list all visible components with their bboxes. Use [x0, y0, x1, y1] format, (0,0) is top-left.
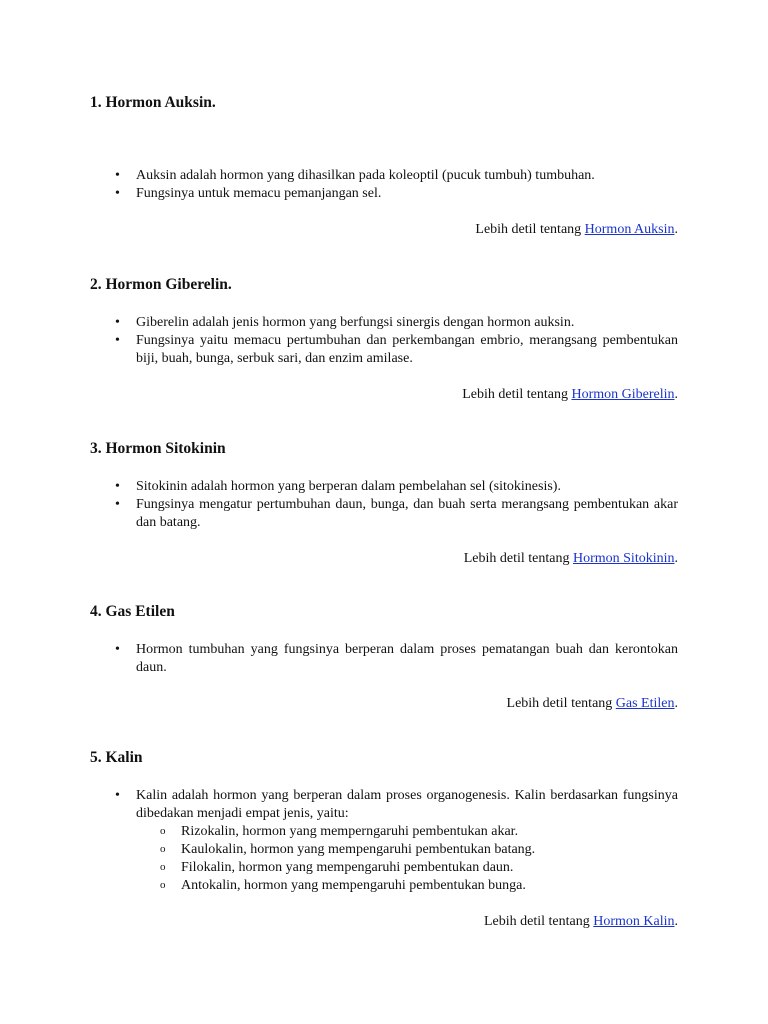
list-item: • Fungsinya yaitu memacu pertumbuhan dan perkembangan embrio, merangsang pembentukan biji, buah, bunga, serbuk sari, dan enzim amilase.	[90, 332, 678, 368]
more-info-prefix: Lebih detil tentang	[463, 551, 570, 566]
more-info-suffix: .	[674, 551, 678, 566]
sub-list-item: o Rizokalin, hormon yang memperngaruhi pembentukan akar.	[136, 823, 678, 841]
more-info-suffix: .	[674, 387, 678, 402]
list-item: • Fungsinya untuk memacu pemanjangan sel.	[90, 185, 678, 203]
hormon-giberelin-link[interactable]: Hormon Giberelin	[571, 387, 675, 402]
list-item: • Hormon tumbuhan yang fungsinya berperan dalam proses pematangan buah dan kerontokan daun.	[90, 641, 678, 677]
gas-etilen-link[interactable]: Gas Etilen	[615, 696, 675, 711]
bullet-list	[90, 167, 678, 203]
sub-list	[90, 823, 678, 895]
bullet-list	[90, 314, 678, 368]
hormon-auksin-link[interactable]: Hormon Auksin	[584, 222, 675, 237]
list-item: • Sitokinin adalah hormon yang berperan dalam pembelahan sel (sitokinesis).	[90, 478, 678, 496]
hormon-kalin-link[interactable]: Hormon Kalin	[593, 914, 675, 929]
list-item: • Fungsinya mengatur pertumbuhan daun, bunga, dan buah serta merangsang pembentukan akar dan batang.	[90, 496, 678, 532]
section-hormon-giberelin	[90, 275, 678, 404]
more-info-line	[90, 550, 678, 568]
sub-list-item: o Filokalin, hormon yang mempengaruhi pembentukan daun.	[136, 859, 678, 877]
section-heading: 3. Hormon Sitokinin	[90, 440, 226, 457]
section-heading: 5. Kalin	[90, 749, 143, 766]
more-info-prefix: Lebih detil tentang	[483, 914, 590, 929]
more-info-prefix: Lebih detil tentang	[506, 696, 613, 711]
bullet-list	[90, 641, 678, 677]
list-item: • Auksin adalah hormon yang dihasilkan pada koleoptil (pucuk tumbuh) tumbuhan.	[90, 167, 678, 185]
section-heading: 2. Hormon Giberelin.	[90, 276, 232, 293]
more-info-suffix: .	[674, 222, 678, 237]
more-info-suffix: .	[674, 696, 678, 711]
bullet-list	[90, 478, 678, 532]
section-heading: 1. Hormon Auksin.	[90, 94, 216, 111]
section-hormon-sitokinin	[90, 439, 678, 568]
more-info-line	[90, 913, 678, 931]
section-gas-etilen	[90, 602, 678, 713]
more-info-prefix: Lebih detil tentang	[462, 387, 568, 402]
sub-list-item: o Kaulokalin, hormon yang mempengaruhi pembentukan batang.	[136, 841, 678, 859]
section-kalin	[90, 748, 678, 931]
section-hormon-auksin	[90, 93, 678, 239]
sub-list-item: o Antokalin, hormon yang mempengaruhi pembentukan bunga.	[136, 877, 678, 895]
list-item: • Giberelin adalah jenis hormon yang berfungsi sinergis dengan hormon auksin.	[90, 314, 678, 332]
more-info-line	[90, 386, 678, 404]
more-info-suffix: .	[674, 914, 678, 929]
section-heading: 4. Gas Etilen	[90, 603, 175, 620]
bullet-list	[90, 787, 678, 895]
list-item-text: Kalin adalah hormon yang berperan dalam proses organogenesis. Kalin berdasarkan fungsinya dibedakan menjadi empat jenis, yaitu:	[136, 788, 678, 821]
list-item	[90, 787, 678, 895]
more-info-line	[90, 695, 678, 713]
more-info-line	[90, 221, 678, 239]
more-info-prefix: Lebih detil tentang	[475, 222, 582, 237]
hormon-sitokinin-link[interactable]: Hormon Sitokinin	[572, 551, 675, 566]
